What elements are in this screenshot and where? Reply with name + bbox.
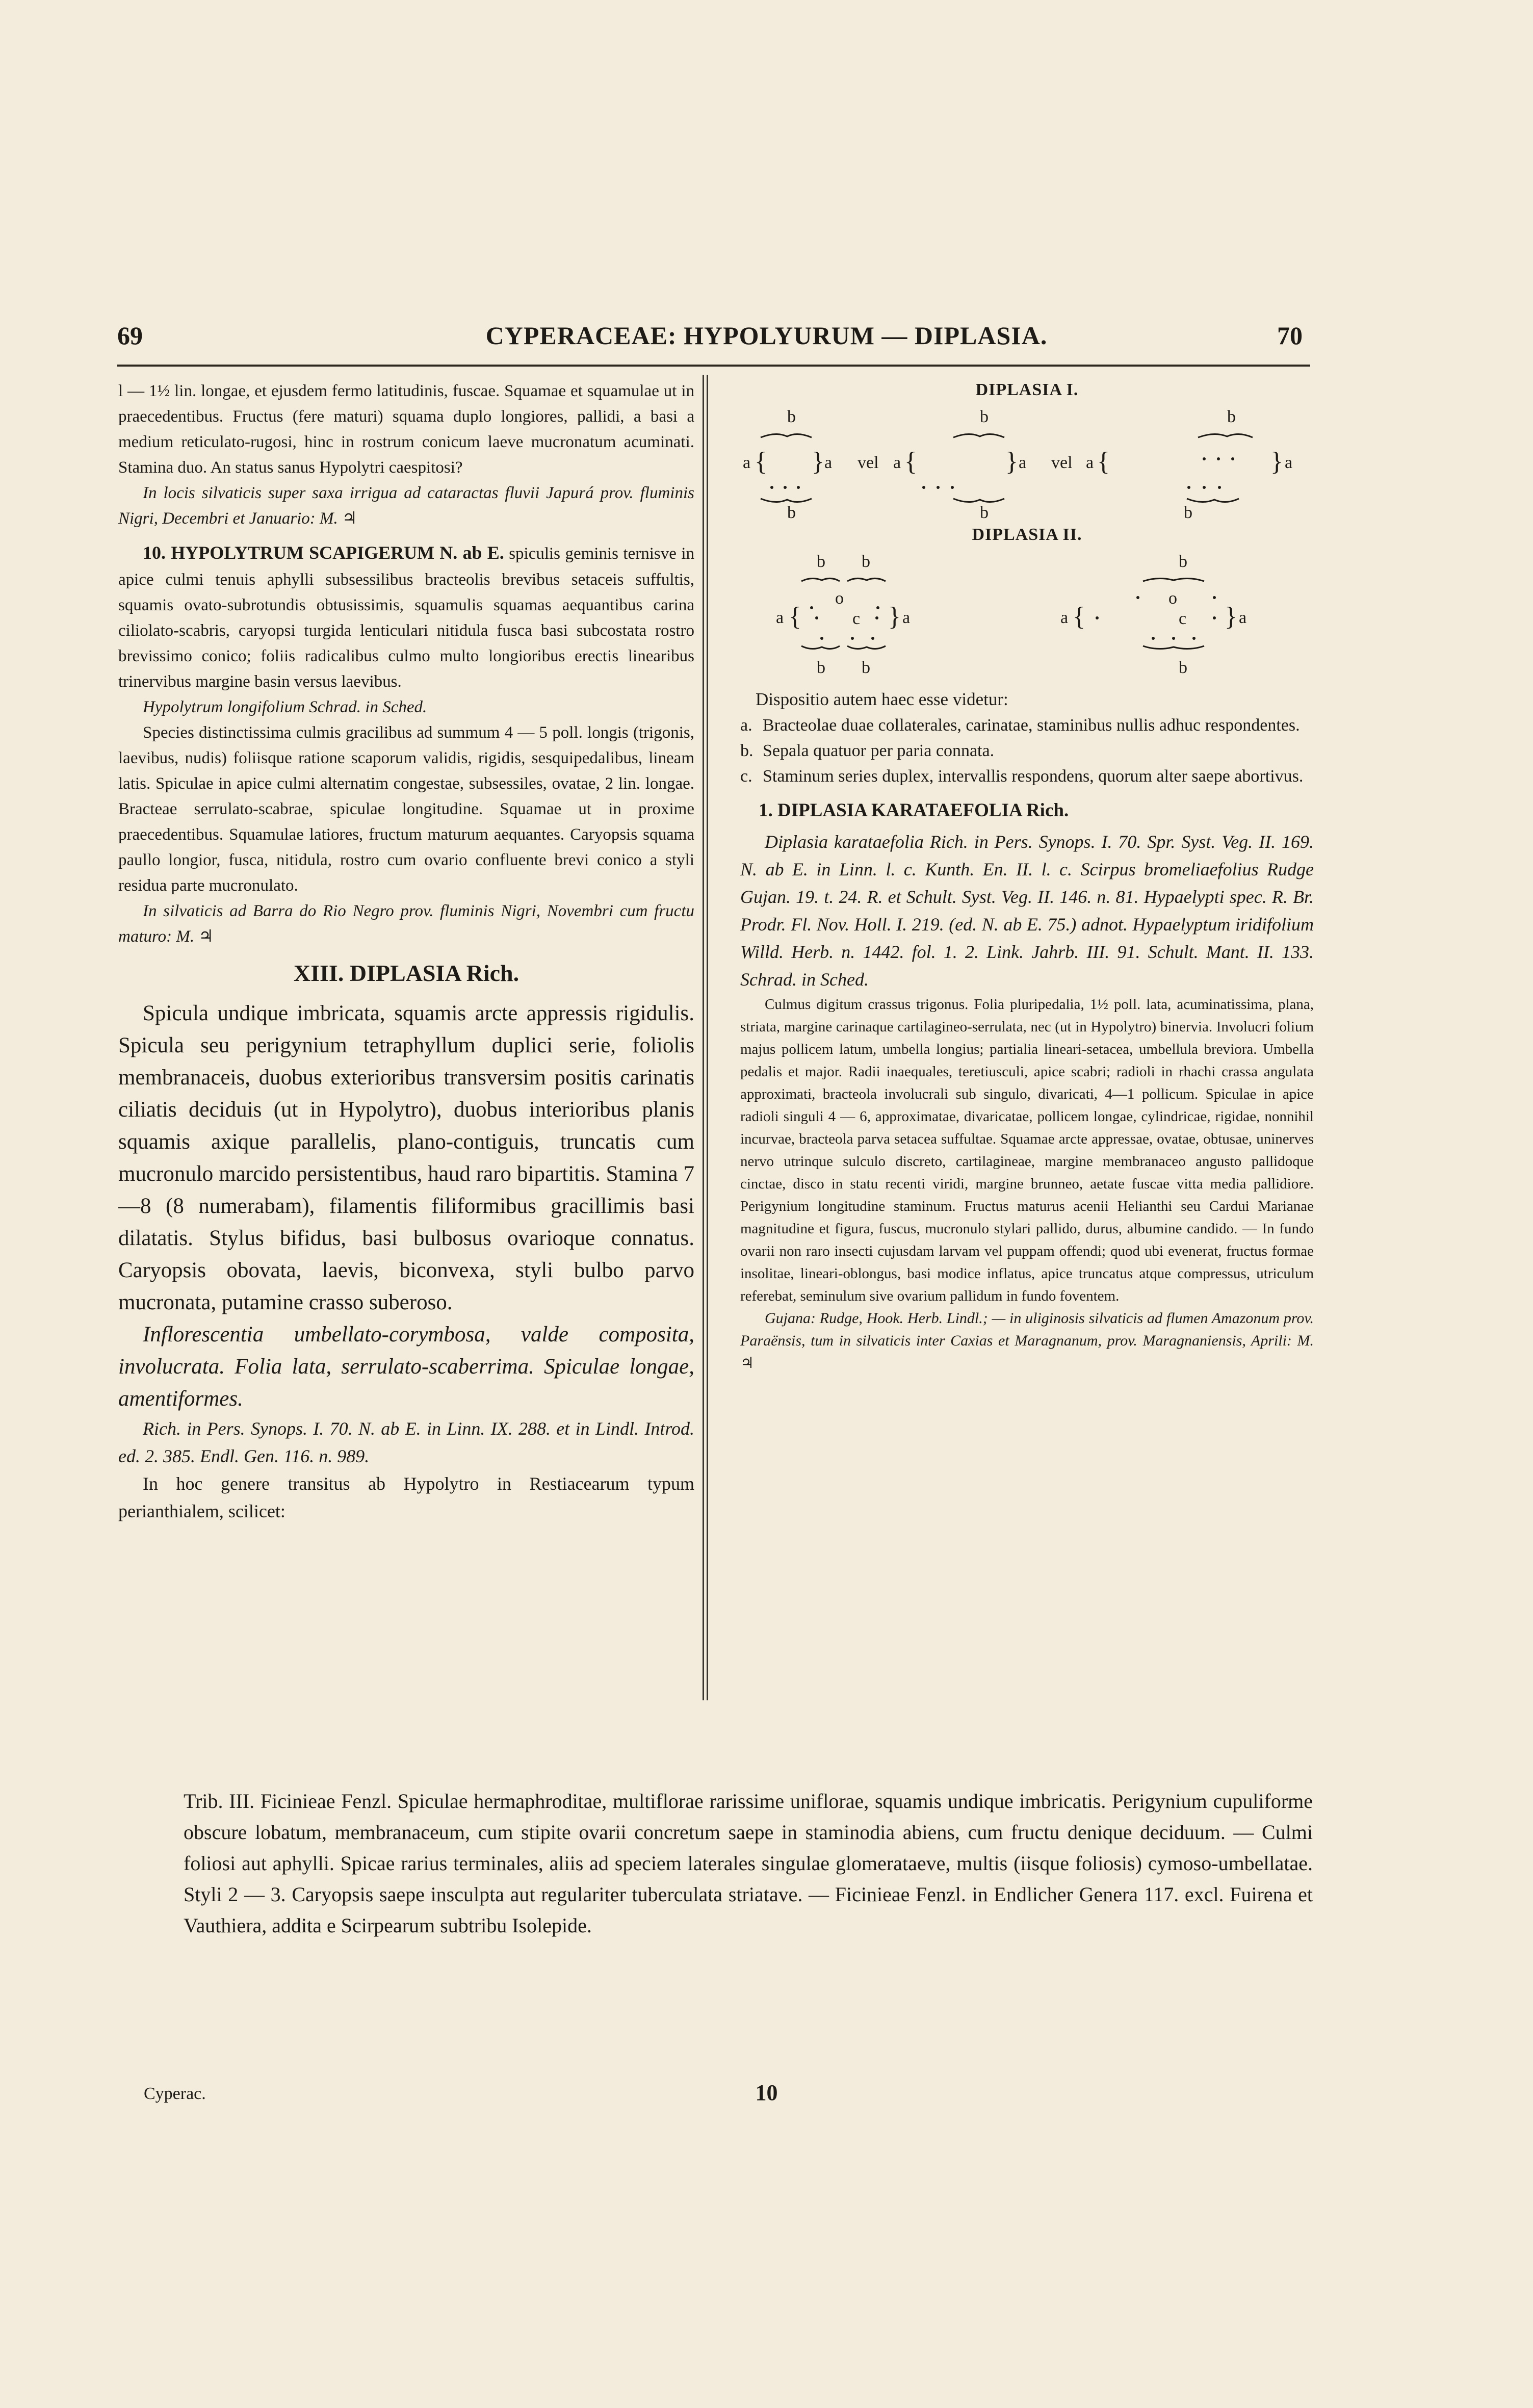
left-column: [118, 378, 694, 1525]
svg-text:{: {: [904, 447, 917, 476]
genus-13-heading: XIII. DIPLASIA Rich.: [293, 960, 519, 986]
svg-text:{: {: [755, 447, 767, 476]
genus-13-transition: In hoc genere transitus ab Hypolytro in Restiacearum typum perianthialem, scilicet:: [118, 1473, 694, 1521]
svg-text:}: }: [888, 602, 901, 631]
svg-text:b: b: [980, 503, 989, 519]
species-10-locality: In silvaticis ad Barra do Rio Negro prov. fluminis Nigri, Novembri cum fructu maturo: M. ♃: [118, 902, 694, 946]
column-divider-second: [707, 375, 708, 1700]
species-10-description: Species distinctissima culmis gracilibus ad summum 4 — 5 poll. longis (trigonis, laevibus, nudis) foliisque ratione scaporum validis, rigidis, sesquipedalibus, lineam latis. Spiculae in apice culmi alternatim congestae, subsessiles, ovatae, 2 lin. longae. Bracteae serrulato-scabrae, spiculae longitudine. Squamae ut in proxime praecedentibus. Squamulae latiores, fructum maturum aequantes. Caryopsis squama paullo longior, fusca, nitidula, rostro cum ovario confluente brevi conico a styli residua parte mucronulato.: [118, 723, 694, 895]
svg-text:c: c: [852, 609, 861, 628]
page-number-right: 70: [1277, 321, 1303, 350]
species-1-description: Culmus digitum crassus trigonus. Folia pluripedalia, 1½ poll. lata, acuminatissima, plana, striata, margine carinaque cartilagineo-serrulata, nec (ut in Hypolytro) binervia. Involucri folium majus pollicem latum, umbella longius; partialia lineari-setacea, umbellula breviora. Umbella pedalis et major. Radii inaequales, teretiusculi, apice scabri; radioli in rhachi crassa angulata approximati, bracteola involucrali sub singulo, divaricati, 4—1 pollicum. Spiculae in apice radioli singuli 4 — 6, approximatae, divaricatae, pollicem longae, cylindricae, rigidae, nonnihil incurvae, bracteola parva setacea suffultae. Squamae arcte appressae, ovatae, obtusae, uninerves nervo utrinque sulculo discreto, cartilagineae, margine membranaceo angusto pallidoque cinctae, disco in statu recenti viridi, margine brunneo, aetate fuscae vitta media pallidiore. Perigynium longitudine staminum. Fructus maturus acenii Helianthi seu Cardui Marianae magnitudine et figura, fuscus, mucronulo stylari pallido, durus, albumine candido. — In fundo ovarii non raro insecti cujusdam larvam vel puppam offendi; quod ubi evenerat, fructus formae insolitae, lineari-oblongus, basi modice inflatus, apice truncatus atque compressus, utriculum referebat, seminulum sive ovarium pallidum in fundo foventem.: [740, 996, 1314, 1304]
svg-text:b: b: [1227, 407, 1236, 426]
label-a-left: a: [743, 453, 751, 472]
svg-text:a: a: [1060, 608, 1069, 627]
disposition-intro: Dispositio autem haec esse videtur:: [756, 689, 1008, 709]
svg-text:a: a: [902, 608, 911, 627]
sheet-number: 10: [755, 2080, 778, 2105]
svg-text:{: {: [1097, 447, 1110, 476]
item-key: a.: [740, 716, 752, 735]
svg-text:a: a: [1019, 453, 1027, 472]
page-number-left: 69: [117, 321, 143, 350]
tribe-3-section: [184, 1785, 1313, 1941]
genus-13-references: Rich. in Pers. Synops. I. 70. N. ab E. in Linn. IX. 288. et in Lindl. Introd. ed. 2. 385. Endl. Gen. 116. n. 989.: [118, 1418, 694, 1466]
svg-text:b: b: [1184, 503, 1192, 519]
species-1-locality: Gujana: Rudge, Hook. Herb. Lindl.; — in uliginosis silvaticis ad flumen Amazonum prov. Paraënsis, tum in silvaticis inter Caxias et Maragnanum, prov. Maragnaniensis, Aprili: M. ♃: [740, 1310, 1314, 1371]
signature-mark: Cyperac.: [144, 2084, 206, 2103]
header-rule: [117, 365, 1310, 367]
svg-text:}: }: [1225, 602, 1237, 631]
species-10-paragraph: [118, 538, 694, 694]
svg-text:a: a: [776, 608, 784, 627]
locality-note: In locis silvaticis super saxa irrigua ad cataractas fluvii Japurá prov. fluminis Nigri, Decembri et Januario: M. ♃: [118, 484, 694, 528]
svg-text:o: o: [1168, 589, 1177, 608]
svg-text:a: a: [1239, 608, 1247, 627]
svg-text:b: b: [817, 658, 825, 677]
figure-diplasia-2: [740, 547, 1311, 684]
item-text: Bracteolae duae collaterales, carinatae, staminibus nullis adhuc respondentes.: [763, 716, 1300, 735]
floral-diagram-2: [740, 547, 1311, 684]
label-a-right: a: [824, 453, 833, 472]
diagram-2b: [1060, 552, 1246, 677]
item-key: c.: [740, 767, 752, 786]
disposition-list: [740, 713, 1314, 789]
label-b-top: b: [787, 407, 796, 426]
svg-text:a: a: [893, 453, 901, 472]
diagram-1a: [743, 407, 832, 519]
tribe-3-paragraph: Trib. III. Ficinieae Fenzl. Spiculae hermaphroditae, multiflorae rarissime uniflorae, squamis undique imbricatis. Perigynium cupuliforme obscure lobatum, membranaceum, cum stipite ovarii concretum saepe in staminodia abiens, cum fructu denique deciduum. — Culmi foliosi aut aphylli. Spicae rarius terminales, aliis ad speciem laterales singulae glomerataeve, multis (iisque foliosis) cymoso-umbellatae. Styli 2 — 3. Caryopsis saepe insculpta aut regulariter tuberculata striatave. — Ficinieae Fenzl. in Endlicher Genera 117. excl. Fuirena et Vauthiera, addita e Scirpearum subtribu Isolepide.: [184, 1790, 1313, 1937]
svg-text:{: {: [1073, 602, 1085, 631]
genus-13-habit: Inflorescentia umbellato-corymbosa, valde composita, involucrata. Folia lata, serrulato-scaberrima. Spiculae longae, amentiformes.: [118, 1323, 694, 1411]
diagram-1c: [1086, 407, 1292, 519]
svg-text:{: {: [789, 602, 801, 631]
figure-diplasia-2-title: DIPLASIA II.: [972, 525, 1082, 544]
disposition-item-a: [740, 713, 1314, 738]
running-title: CYPERACEAE: HYPOLYURUM — DIPLASIA.: [485, 321, 1048, 350]
svg-text:b: b: [980, 407, 989, 426]
svg-text:a: a: [1086, 453, 1094, 472]
diagram-2a: [776, 552, 910, 677]
continued-paragraph: l — 1½ lin. longae, et ejusdem fermo latitudinis, fuscae. Squamae et squamulae ut in praecedentibus. Fructus (fere maturi) squama duplo longiores, pallidi, a basi a medium reticulato-rugosi, hinc in rostrum conicum laeve mucronatum acuminati. Stamina duo. An status sanus Hypolytri caespitosi?: [118, 382, 694, 477]
item-text: Staminum series duplex, intervallis respondens, quorum alter saepe abortivus.: [763, 767, 1304, 786]
svg-text:b: b: [1179, 658, 1187, 677]
svg-text:a: a: [1285, 453, 1293, 472]
species-1-synonymy: Diplasia karataefolia Rich. in Pers. Synops. I. 70. Spr. Syst. Veg. II. 169. N. ab E. in Linn. l. c. Kunth. En. II. l. c. Scirpus bromeliaefolius Rudge Gujan. 19. t. 24. R. et Schult. Syst. Veg. II. 146. n. 81. Hypaelypti spec. R. Br. Prodr. Fl. Nov. Holl. I. 219. (ed. N. ab E. 75.) adnot. Hypaelyptum iridifolium Willd. Herb. n. 1442. fol. 1. 2. Link. Jahrb. III. 91. Schult. Mant. II. 133. Schrad. in Sched.: [740, 832, 1314, 990]
species-10-diagnosis: spiculis geminis ternisve in apice culmi tenuis aphylli subsessilibus bracteolis brevibus setaceis suffultis, squamis ovato-subrotundis obtusissimis, squamulis squamas aequantibus carina ciliolato-scabris, caryopsi turgida lenticulari nitidula fusca basi subcostata rostro brevissimo conico; foliis radicalibus culmo multo longioribus erectis linearibus trinervibus margine basin versus laevibus.: [118, 545, 694, 691]
svg-text:b: b: [862, 552, 870, 571]
right-column: [740, 378, 1314, 1375]
label-b-bottom: b: [787, 503, 796, 519]
species-10-heading: 10. HYPOLYTRUM SCAPIGERUM N. ab E.: [143, 542, 504, 563]
figure-diplasia-1-title: DIPLASIA I.: [975, 380, 1079, 399]
figure-diplasia-1: [740, 402, 1311, 519]
svg-text:}: }: [1005, 447, 1018, 476]
svg-text:b: b: [817, 552, 825, 571]
genus-13-description: Spicula undique imbricata, squamis arcte appressis rigidulis. Spicula seu perigynium tetraphyllum duplici serie, foliolis membranaceis, duobus exterioribus transversim positis carinatis ciliatis deciduis (ut in Hypolytro), duobus interioribus planis squamis axique parallelis, plano-contiguis, truncatis cum mucronulo marcido persistentibus, haud raro bipartitis. Stamina 7—8 (8 numerabam), filamentis filiformibus gracillimis basi dilatatis. Stylus bifidus, basi bulbosus ovarioque connatus. Caryopsis obovata, laevis, biconvexa, styli bulbo parvo mucronata, putamine crasso suberoso.: [118, 1001, 694, 1314]
label-vel-2: vel: [1051, 453, 1073, 472]
floral-diagram-1: [740, 402, 1311, 519]
label-vel-1: vel: [858, 453, 879, 472]
svg-text:c: c: [1179, 609, 1187, 628]
species-10-synonym: Hypolytrum longifolium Schrad. in Sched.: [143, 698, 427, 716]
svg-text:}: }: [1270, 447, 1283, 476]
species-1-heading: 1. DIPLASIA KARATAEFOLIA Rich.: [759, 800, 1069, 821]
disposition-item-b: [740, 738, 1314, 764]
svg-text:b: b: [1179, 552, 1187, 571]
item-key: b.: [740, 741, 753, 760]
svg-text:o: o: [835, 589, 844, 608]
disposition-item-c: [740, 764, 1314, 789]
diagram-1b: [893, 407, 1026, 519]
item-text: Sepala quatuor per paria connata.: [763, 741, 995, 760]
svg-text:b: b: [862, 658, 870, 677]
svg-text:}: }: [812, 447, 824, 476]
column-divider: [703, 375, 704, 1700]
